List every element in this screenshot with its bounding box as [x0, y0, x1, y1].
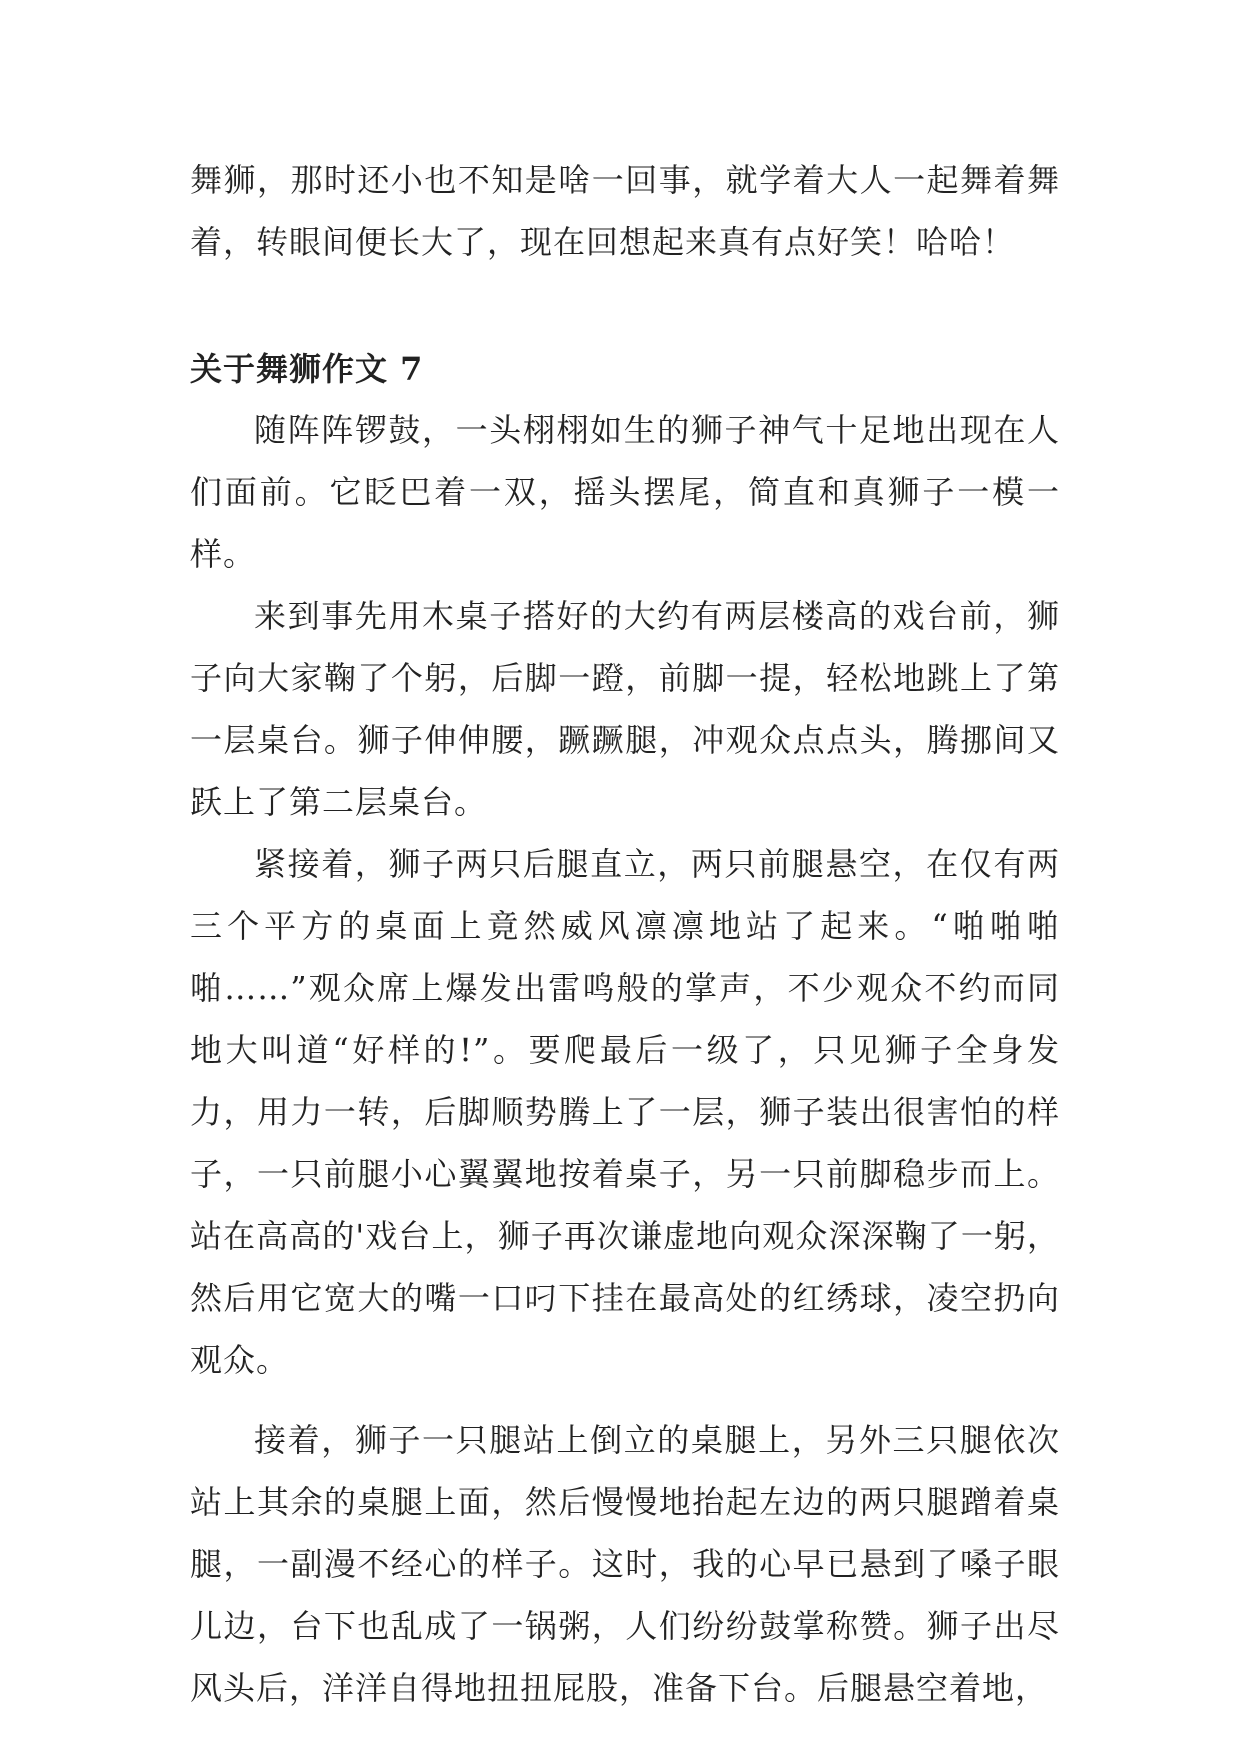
intro-paragraph: 舞狮，那时还小也不知是啥一回事，就学着大人一起舞着舞着，转眼间便长大了，现在回想起来真有点好笑！哈哈！ — [190, 161, 1060, 261]
section-heading-block — [190, 338, 1060, 400]
intro-text-block — [190, 149, 1060, 273]
paragraph-2: 来到事先用木桌子搭好的大约有两层楼高的戏台前，狮子向大家鞠了个躬，后脚一蹬，前脚一提，轻松地跳上了第一层桌台。狮子伸伸腰，蹶蹶腿，冲观众点点头，腾挪间又跃上了第二层桌台。 — [190, 597, 1060, 821]
paragraph-1: 随阵阵锣鼓，一头栩栩如生的狮子神气十足地出现在人们面前。它眨巴着一双，摇头摆尾，简直和真狮子一模一样。 — [190, 411, 1060, 573]
section-heading: 关于舞狮作文 7 — [190, 350, 424, 388]
essay-body — [190, 399, 1060, 1719]
paragraph-3: 紧接着，狮子两只后腿直立，两只前腿悬空，在仅有两三个平方的桌面上竟然威风凛凛地站了起来。“啪啪啪啪……”观众席上爆发出雷鸣般的掌声，不少观众不约而同地大叫道“好样的!”。要爬最后一级了，只见狮子全身发力，用力一转，后脚顺势腾上了一层，狮子装出很害怕的样子，一只前腿小心翼翼地按着桌子，另一只前脚稳步而上。站在高高的'戏台上，狮子再次谦虚地向观众深深鞠了一躬，然后用它宽大的嘴一口叼下挂在最高处的红绣球，凌空扔向观众。 — [190, 845, 1060, 1379]
paragraph-4: 接着，狮子一只腿站上倒立的桌腿上，另外三只腿依次站上其余的桌腿上面，然后慢慢地抬起左边的两只腿蹭着桌腿，一副漫不经心的样子。这时，我的心早已悬到了嗓子眼儿边，台下也乱成了一锅粥，人们纷纷鼓掌称赞。狮子出尽风头后，洋洋自得地扭扭屁股，准备下台。后腿悬空着地， — [190, 1421, 1060, 1707]
